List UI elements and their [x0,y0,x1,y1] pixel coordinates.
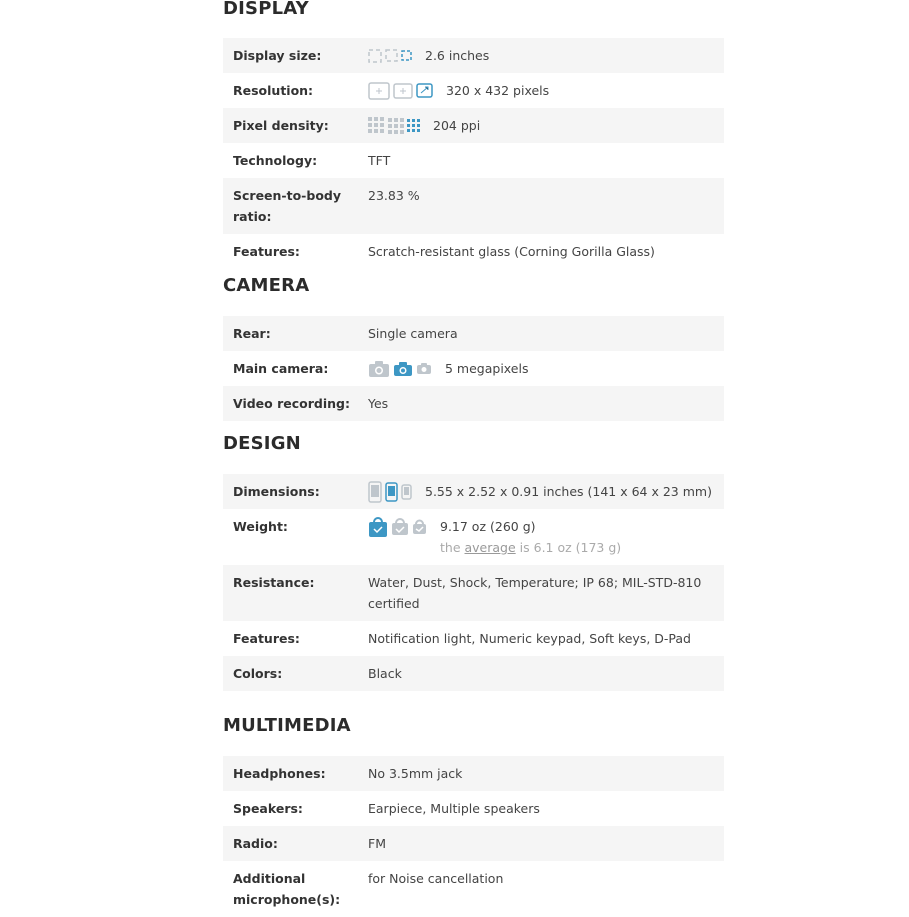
resolution-low-icon [368,82,390,100]
phone-small-icon [401,484,412,500]
section-title-multimedia: MULTIMEDIA [223,715,351,736]
spec-row-pixel-density [223,108,724,143]
spec-value: 23.83 % [368,188,420,203]
spec-label: Radio: [233,836,278,851]
spec-row-video-recording [223,386,724,421]
screen-size-small-icon [368,49,382,63]
spec-label: Headphones: [233,766,326,781]
spec-value: FM [368,836,386,851]
spec-row-display-size [223,38,724,73]
spec-value: Yes [368,396,389,411]
weight-icons [368,516,430,537]
display-size-icons [368,45,415,66]
spec-label-line: microphone(s): [233,892,341,907]
spec-label: Main camera: [233,361,329,376]
camera-large-icon [368,360,390,378]
spec-label: Speakers: [233,801,303,816]
spec-value-line: Water, Dust, Shock, Temperature; IP 68; MIL-STD-810 [368,575,702,590]
spec-row-design-features [223,621,724,656]
spec-value: 320 x 432 pixels [446,83,550,98]
note-text: the [440,540,461,555]
spec-label: Dimensions: [233,484,320,499]
spec-label-line: ratio: [233,209,272,224]
spec-row-weight [223,509,724,565]
spec-label: Features: [233,631,300,646]
dimensions-icons [368,481,415,502]
spec-label: Features: [233,244,300,259]
spec-value: 5.55 x 2.52 x 0.91 inches (141 x 64 x 23 mm) [425,484,712,499]
design-section [223,435,724,691]
weight-average-note [440,537,621,558]
spec-label: Rear: [233,326,271,341]
spec-label-line: Additional [233,871,306,886]
spec-value [368,572,724,614]
spec-value: TFT [368,153,391,168]
spec-row-rear [223,316,724,351]
weight-light-icon [412,519,427,535]
design-specs-table [223,474,724,691]
spec-row-dimensions [223,474,724,509]
spec-value: 5 megapixels [445,361,529,376]
spec-row-display-features [223,234,724,269]
spec-row-headphones [223,756,724,791]
spec-label: Resolution: [233,83,314,98]
resolution-icons [368,80,436,101]
camera-icons [368,358,435,379]
multimedia-section [223,717,724,917]
spec-value: 2.6 inches [425,48,490,63]
spec-row-speakers [223,791,724,826]
camera-small-icon [416,362,432,375]
screen-size-medium-icon [385,49,398,62]
spec-value: for Noise cancellation [368,871,504,886]
spec-value: No 3.5mm jack [368,766,463,781]
note-text: is 6.1 oz (173 g) [519,540,622,555]
spec-value-line: certified [368,596,420,611]
spec-value: Single camera [368,326,458,341]
spec-label: Technology: [233,153,318,168]
spec-value: Notification light, Numeric keypad, Soft keys, D-Pad [368,631,691,646]
phone-medium-icon [385,482,398,502]
display-specs-table [223,38,724,269]
density-mid-icon [388,118,404,134]
spec-label: Video recording: [233,396,350,411]
camera-medium-icon [393,361,413,377]
phone-large-icon [368,481,382,503]
spec-row-technology [223,143,724,178]
spec-label: Display size: [233,48,322,63]
spec-label-line: Screen-to-body [233,188,342,203]
camera-specs-table [223,316,724,421]
camera-section [223,277,724,421]
spec-label: Resistance: [233,575,315,590]
resolution-mid-icon [393,83,413,99]
spec-label [233,185,368,227]
spec-label: Weight: [233,519,288,534]
spec-value: Black [368,666,402,681]
spec-row-resolution [223,73,724,108]
weight-heavy-icon [368,516,388,538]
density-high-icon [407,119,420,132]
spec-label: Colors: [233,666,283,681]
screen-size-large-icon [401,50,412,61]
spec-value: Scratch-resistant glass (Corning Gorilla Glass) [368,244,655,259]
spec-value: 9.17 oz (260 g) [440,519,536,534]
spec-row-radio [223,826,724,861]
spec-value: Earpiece, Multiple speakers [368,801,540,816]
spec-row-colors [223,656,724,691]
spec-value: 204 ppi [433,118,481,133]
pixel-density-icons [368,115,423,136]
display-section [223,0,724,269]
resolution-high-icon [416,83,433,98]
spec-label: Pixel density: [233,118,329,133]
multimedia-specs-table [223,756,724,917]
average-link[interactable]: average [464,540,516,555]
section-title-camera: CAMERA [223,275,310,296]
spec-row-main-camera [223,351,724,386]
spec-row-screen-to-body [223,178,724,234]
spec-label [233,868,368,910]
section-title-display: DISPLAY [223,0,309,19]
density-low-icon [368,117,385,134]
section-title-design: DESIGN [223,433,301,454]
spec-row-resistance [223,565,724,621]
weight-medium-icon [391,517,409,536]
